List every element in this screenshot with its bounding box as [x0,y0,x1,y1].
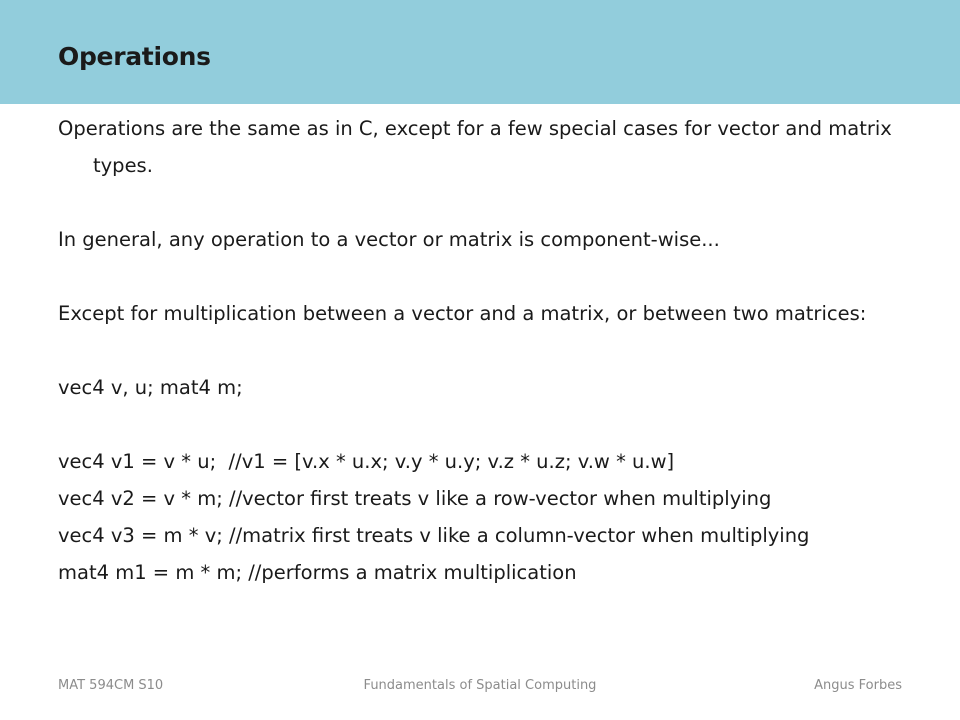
paragraph-operations-intro: Operations are the same as in C, except for a few special cases for vector and matrix types. [58,117,892,177]
spacer [58,258,918,295]
code-line-v3: vec4 v3 = m * v; //matrix first treats v like a column-vector when multiplying [58,524,810,547]
spacer [58,406,918,443]
footer-course-code: MAT 594CM S10 [58,678,164,693]
spacer [58,184,918,221]
footer-course-title: Fundamentals of Spatial Computing [363,678,597,693]
paragraph-declarations: vec4 v, u; mat4 m; [58,376,243,399]
paragraph-component-wise: In general, any operation to a vector or matrix is component-wise... [58,228,720,251]
footer-author: Angus Forbes [814,678,902,693]
spacer [58,332,918,369]
slide-body [58,110,918,591]
paragraph-multiplication-exception: Except for multiplication between a vector and a matrix, or between two matrices: [58,302,867,325]
code-line-v2: vec4 v2 = v * m; //vector first treats v like a row-vector when multiplying [58,487,772,510]
slide-title: Operations [58,42,211,71]
code-line-m1: mat4 m1 = m * m; //performs a matrix multiplication [58,561,577,584]
code-line-v1: vec4 v1 = v * u; //v1 = [v.x * u.x; v.y * u.y; v.z * u.z; v.w * u.w] [58,450,675,473]
